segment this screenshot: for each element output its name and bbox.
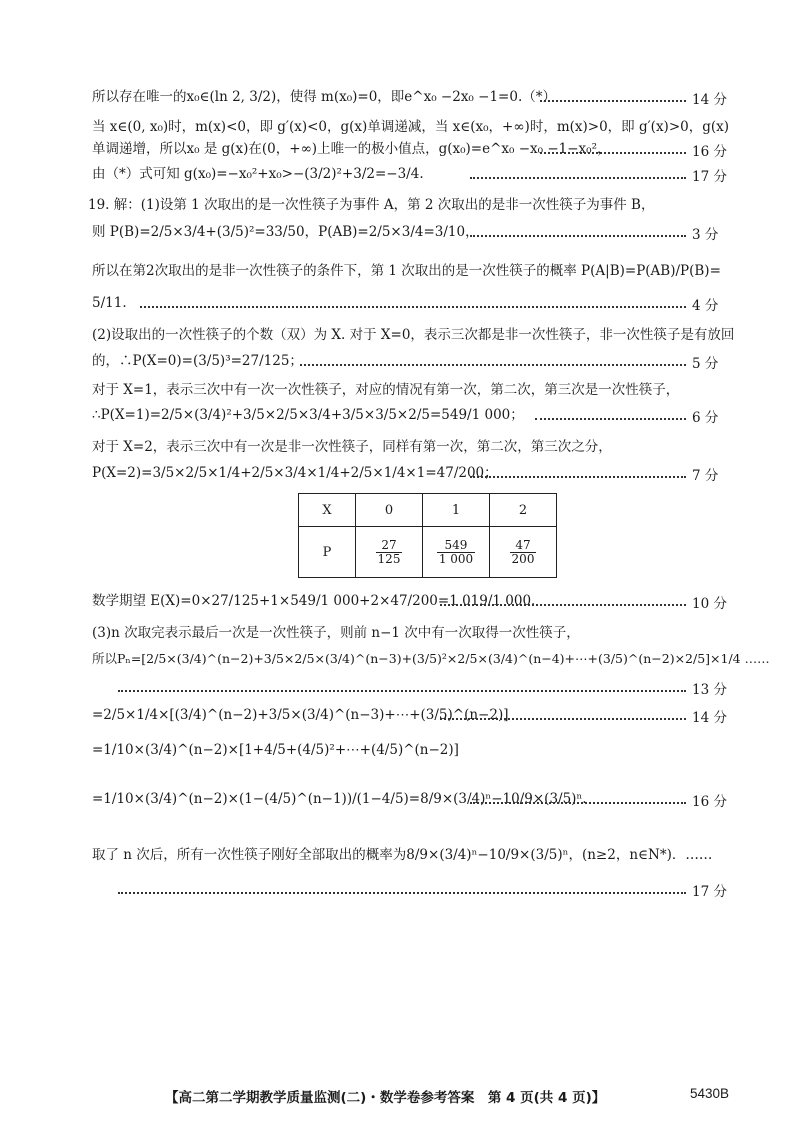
- line-19: =1/10×(3/4)^(n−2)×[1+4/5+(4/5)²+⋯+(4/5)^(n−2)]: [92, 742, 459, 758]
- line-2: 当 x∈(0, x₀)时，m(x)<0，即 g′(x)<0，g(x)单调递减，当 x∈(x₀，+∞)时，m(x)>0，即 g′(x)>0，g(x): [92, 119, 730, 135]
- score-5: 5 分: [692, 356, 719, 372]
- line-5: 19. 解：(1)设第 1 次取出的是一次性筷子为事件 A，第 2 次取出的是非一次性筷子为事件 B，: [88, 197, 655, 213]
- prob-numerator: 47: [510, 539, 537, 553]
- leader-dots: [470, 802, 686, 804]
- score-16-a: 16 分: [692, 144, 727, 160]
- leader-dots: [540, 100, 686, 102]
- table-header-label: X: [299, 494, 356, 527]
- table-prob-cell: [423, 527, 490, 578]
- leader-dots: [118, 892, 686, 894]
- page-footer: 【高二第二学期教学质量监测(二)・数学卷参考答案 第 4 页(共 4 页)】: [165, 1090, 606, 1106]
- leader-dots: [470, 177, 686, 179]
- score-3: 3 分: [692, 227, 719, 243]
- score-7: 7 分: [692, 468, 719, 484]
- line-11: 对于 X=1，表示三次中有一次一次性筷子，对应的情况有第一次，第二次，第三次是一次性筷子，: [92, 382, 680, 398]
- score-4: 4 分: [692, 298, 719, 314]
- line-21: 取了 n 次后，所有一次性筷子刚好全部取出的概率为8/9×(3/4)ⁿ−10/9×(3/5)ⁿ，(n≥2，n∈N*)．……: [92, 847, 713, 863]
- line-10: 的，∴P(X=0)=(3/5)³=27/125；: [92, 353, 303, 369]
- table-prob-cell: [490, 527, 557, 578]
- line-17: 所以Pₙ=[2/5×(3/4)^(n−2)+3/5×2/5×(3/4)^(n−3)+(3/5)²×2/5×(3/4)^(n−4)+⋯+(3/5)^(n−2)×2/5]×1/4 ……: [92, 651, 770, 666]
- line-12: ∴P(X=1)=2/5×(3/4)²+3/5×2/5×3/4+3/5×3/5×2/5=549/1 000；: [92, 407, 524, 423]
- distribution-table: [298, 493, 557, 578]
- line-18: =2/5×1/4×[(3/4)^(n−2)+3/5×(3/4)^(n−3)+⋯+(3/5)^(n−2)]: [92, 707, 509, 723]
- score-6: 6 分: [692, 410, 719, 426]
- line-3: 单调递增，所以x₀ 是 g(x)在(0，+∞)上唯一的极小值点，g(x₀)=e^x₀ −x₀ −1−x₀²，: [92, 141, 611, 157]
- prob-numerator: 27: [376, 539, 403, 553]
- table-x-value: 1: [423, 494, 490, 527]
- prob-denominator: 125: [377, 551, 401, 566]
- line-14: P(X=2)=3/5×2/5×1/4+2/5×3/4×1/4+2/5×1/4×1=47/200；: [92, 465, 498, 481]
- line-4: 由（*）式可知 g(x₀)=−x₀²+x₀>−(3/2)²+3/2=−3/4.: [92, 166, 424, 182]
- leader-dots: [440, 718, 686, 720]
- paper-code: 5430B: [690, 1086, 730, 1101]
- score-10: 10 分: [692, 596, 727, 612]
- leader-dots: [140, 306, 686, 308]
- line-9: (2)设取出的一次性筷子的个数（双）为 X. 对于 X=0，表示三次都是非一次性筷子，非一次性筷子是有放回: [92, 327, 735, 343]
- score-14-b: 14 分: [692, 710, 727, 726]
- line-1: 所以存在唯一的x₀∈(ln 2, 3/2)，使得 m(x₀)=0，即e^x₀ −2x₀ −1=0.（*）: [92, 89, 556, 105]
- leader-dots: [440, 604, 686, 606]
- leader-dots: [300, 364, 686, 366]
- leader-dots: [470, 235, 686, 237]
- table-x-value: 2: [490, 494, 557, 527]
- prob-denominator: 1 000: [438, 551, 474, 566]
- leader-dots: [540, 152, 686, 154]
- line-6: 则 P(B)=2/5×3/4+(3/5)²=33/50，P(AB)=2/5×3/4=3/10，: [92, 224, 479, 240]
- score-13: 13 分: [692, 682, 727, 698]
- score-17-a: 17 分: [692, 169, 727, 185]
- line-13: 对于 X=2，表示三次中有一次是非一次性筷子，同样有第一次，第二次，第三次之分，: [92, 439, 612, 455]
- line-8: 5/11.: [92, 295, 127, 311]
- line-16: (3)n 次取完表示最后一次是一次性筷子，则前 n−1 次中有一次取得一次性筷子，: [92, 625, 580, 641]
- score-14-a: 14 分: [692, 92, 727, 108]
- table-row-label: P: [299, 527, 356, 578]
- leader-dots: [470, 476, 686, 478]
- line-7: 所以在第2次取出的是非一次性筷子的条件下，第 1 次取出的是一次性筷子的概率 P(A|B)=P(AB)/P(B)=: [92, 263, 721, 279]
- table-x-value: 0: [356, 494, 423, 527]
- prob-denominator: 200: [511, 551, 535, 566]
- line-15: 数学期望 E(X)=0×27/125+1×549/1 000+2×47/200=1 019/1 000.: [92, 593, 536, 609]
- prob-numerator: 549: [437, 539, 475, 553]
- score-17-b: 17 分: [692, 884, 727, 900]
- score-16-b: 16 分: [692, 794, 727, 810]
- line-20: =1/10×(3/4)^(n−2)×(1−(4/5)^(n−1))/(1−4/5)=8/9×(3/4)ⁿ−10/9×(3/5)ⁿ.: [92, 791, 587, 807]
- leader-dots: [535, 418, 686, 420]
- table-prob-cell: [356, 527, 423, 578]
- leader-dots: [118, 690, 686, 692]
